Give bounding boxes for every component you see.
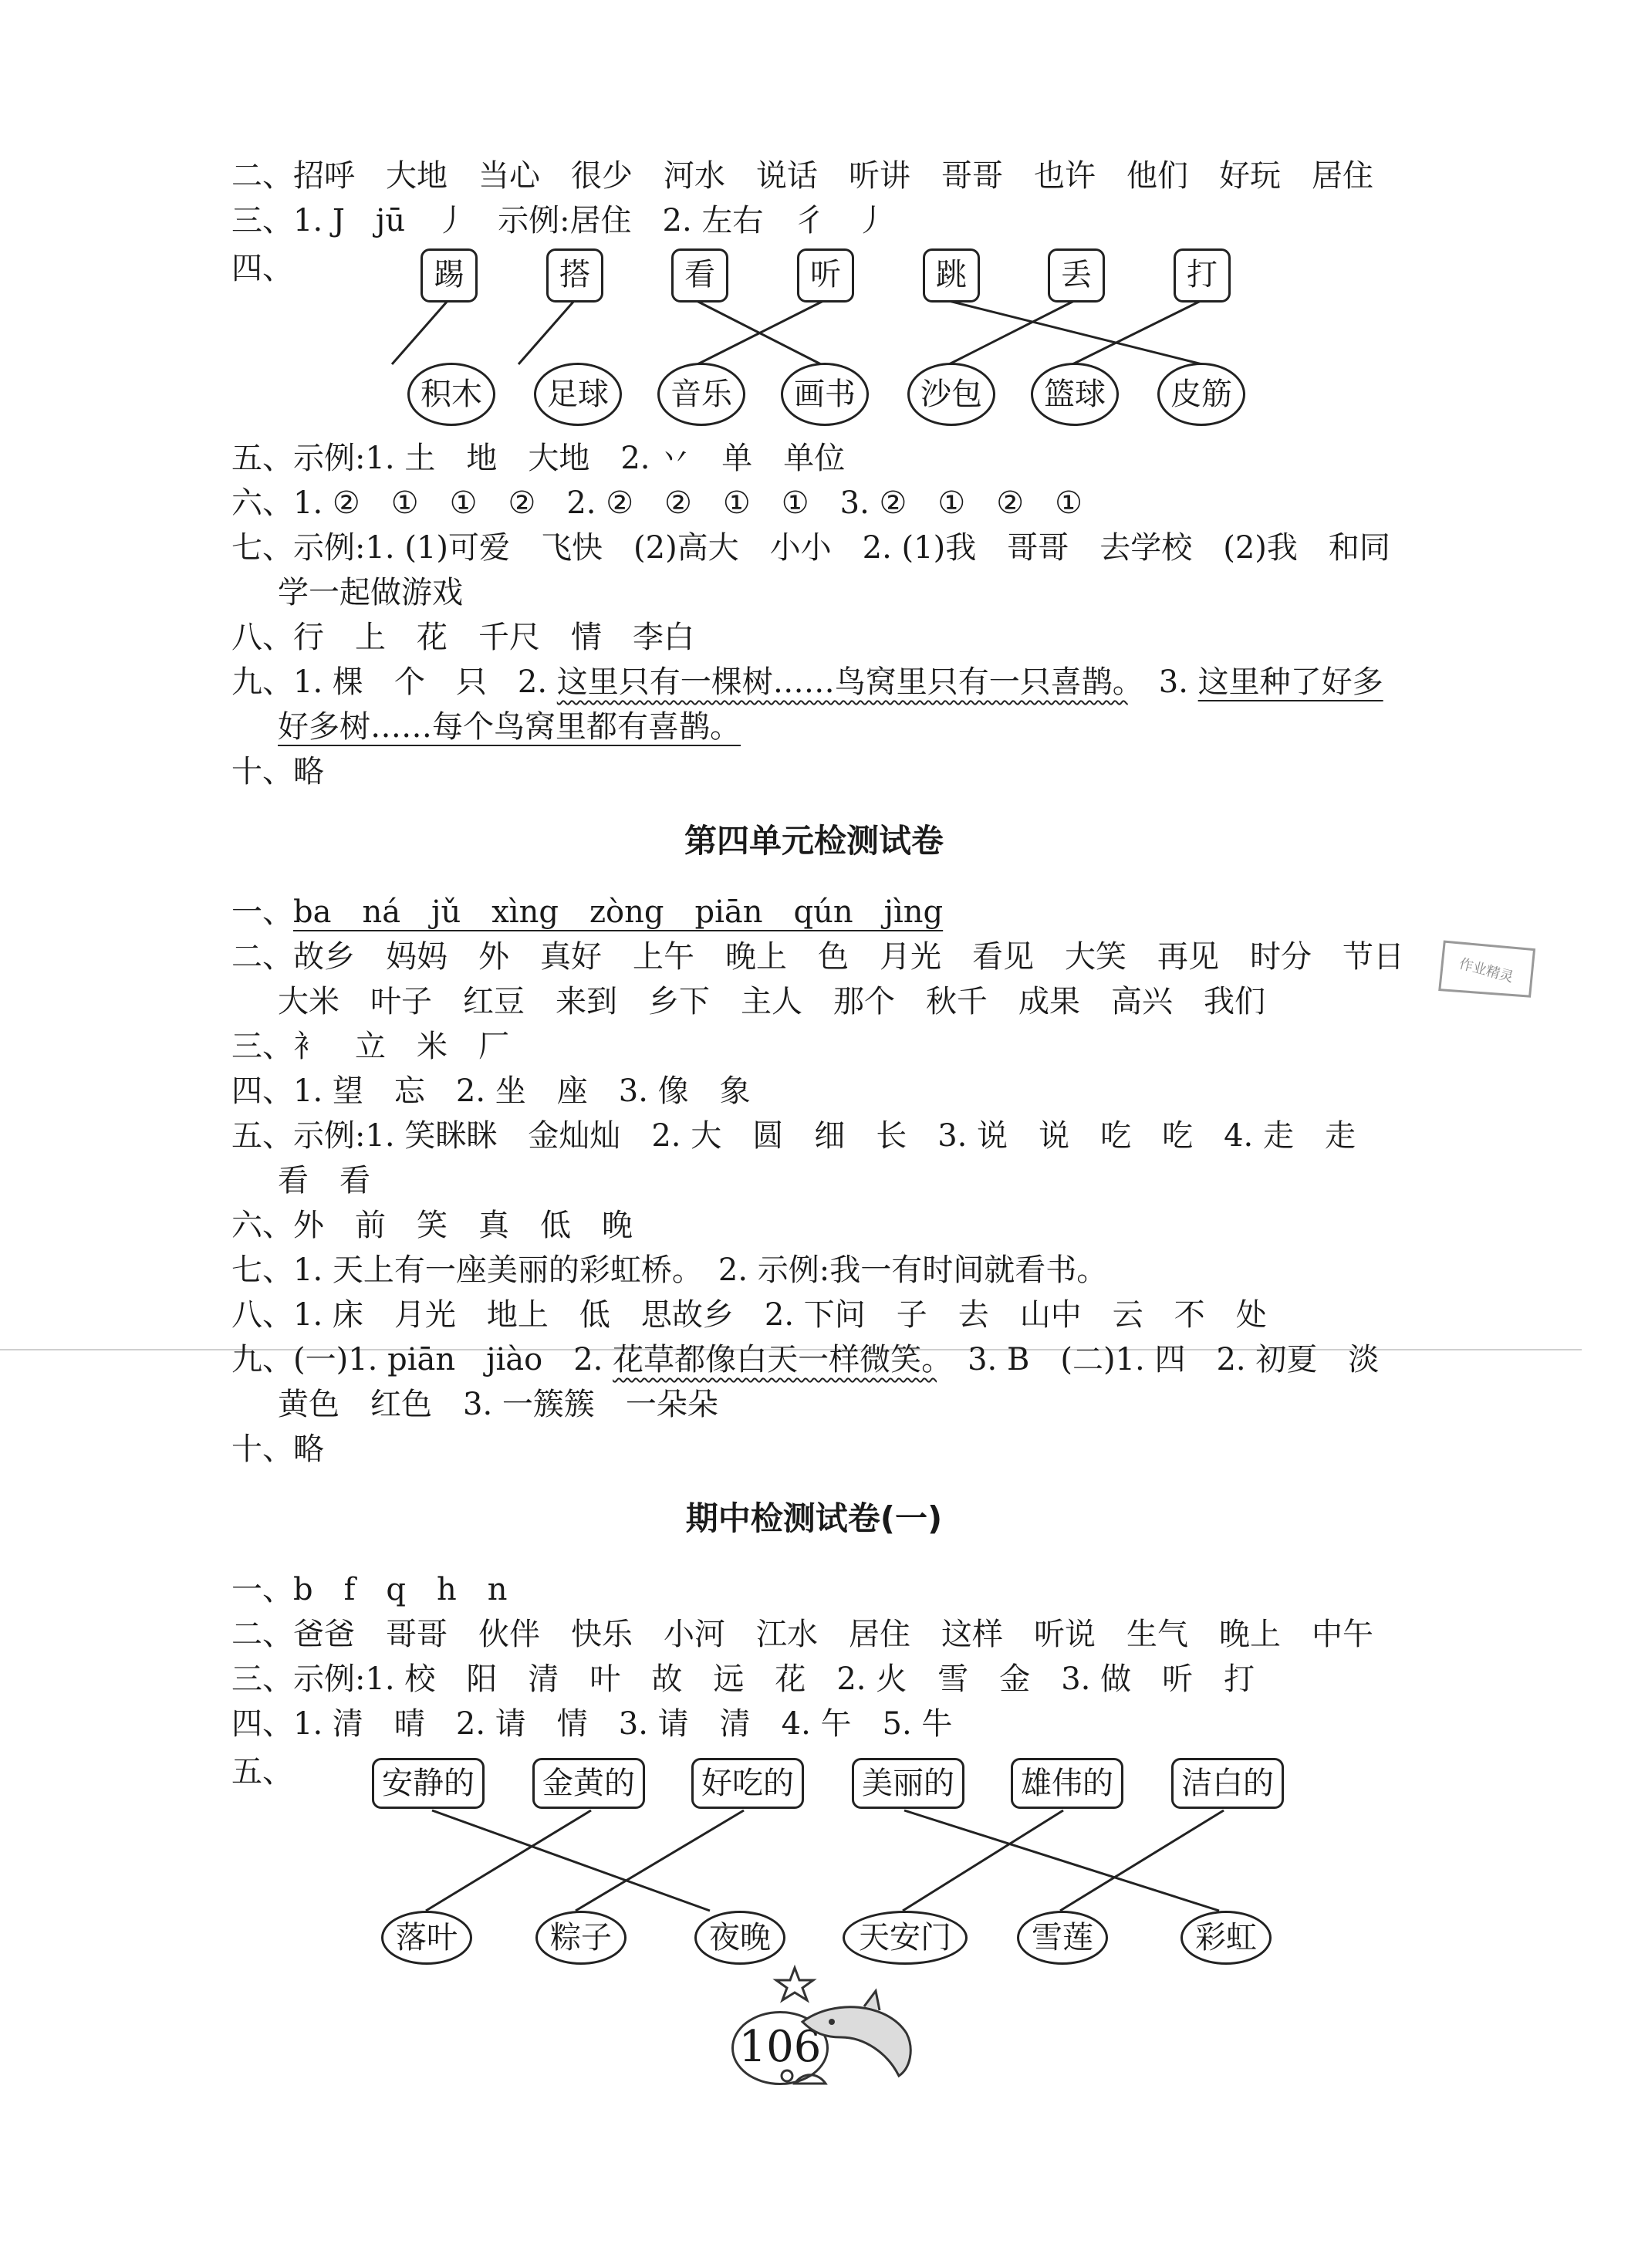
mid-line-1-text: b f q h n [293, 1572, 508, 1607]
match-top-box: 看 [671, 248, 728, 303]
match-top-box: 丢 [1048, 248, 1105, 303]
match-top-box: 美丽的 [852, 1758, 964, 1809]
u4-line-3-text: 衤 立 米 厂 [293, 1029, 509, 1064]
mid-line-3-label: 三、 [231, 1661, 293, 1697]
match-top-box: 搭 [546, 248, 603, 303]
match-line [904, 1810, 1219, 1911]
u4-line-9-label: 九、 [231, 1342, 293, 1377]
match-bottom-oval: 音乐 [657, 363, 745, 426]
u3-line-5-label: 五、 [231, 441, 293, 476]
match-bottom-oval: 画书 [781, 363, 869, 426]
match-line [426, 1810, 591, 1911]
u4-line-7-text: 1. 天上有一座美丽的彩虹桥。 2. 示例:我一有时间就看书。 [293, 1252, 1108, 1288]
u3-line-9-pre: 1. 棵 个 只 2. [293, 664, 557, 700]
match-top-box: 洁白的 [1171, 1758, 1284, 1809]
u3-line-7-label: 七、 [231, 530, 293, 566]
match-line [1060, 1810, 1224, 1911]
unit4-title: 第四单元检测试卷 [684, 822, 944, 860]
u4-line-1-text: ba ná jǔ xìng zòng piān qún jìng [293, 894, 944, 930]
mid-line-1-label: 一、 [231, 1572, 293, 1607]
u3-line-8-label: 八、 [231, 620, 293, 655]
u4-line-5-cont: 看 看 [278, 1163, 370, 1198]
match-bottom-oval: 落叶 [381, 1911, 472, 1965]
u3-line-2-label: 二、 [231, 158, 293, 194]
u4-line-10-label: 十、 [231, 1431, 293, 1467]
u4-line-4-text: 1. 望 忘 2. 坐 座 3. 像 象 [293, 1073, 751, 1109]
mid-line-5-label: 五、 [231, 1754, 293, 1790]
u4-line-3-label: 三、 [231, 1029, 293, 1064]
u4-line-7-label: 七、 [231, 1252, 293, 1288]
match-bottom-oval: 雪莲 [1017, 1911, 1108, 1965]
match-top-box: 听 [797, 248, 854, 303]
mid-line-2-text: 爸爸 哥哥 伙伴 快乐 小河 江水 居住 这样 听说 生气 晚上 中午 [293, 1617, 1373, 1652]
u3-line-3-label: 三、 [231, 203, 293, 238]
match-bottom-oval: 粽子 [535, 1911, 627, 1965]
match-top-box: 雄伟的 [1011, 1758, 1123, 1809]
match-line [903, 1810, 1063, 1911]
u3-line-4-label: 四、 [231, 251, 293, 286]
u4-line-10-text: 略 [293, 1431, 324, 1467]
u3-line-7-text: 示例:1. (1)可爱 飞快 (2)高大 小小 2. (1)我 哥哥 去学校 (2)我 和同 [293, 530, 1390, 566]
shell-icon [795, 2075, 826, 2084]
u3-line-6-label: 六、 [231, 485, 293, 521]
match-top-box: 安静的 [372, 1758, 485, 1809]
u4-line-2-label: 二、 [231, 939, 293, 975]
match-line [576, 1810, 744, 1911]
midterm-title: 期中检测试卷(一) [685, 1499, 943, 1537]
mid-line-4-text: 1. 清 晴 2. 请 情 3. 请 清 4. 午 5. 牛 [293, 1706, 953, 1742]
u3-line-10-text: 略 [293, 754, 324, 789]
u4-line-6-label: 六、 [231, 1208, 293, 1243]
u3-line-9-label: 九、 [231, 664, 293, 700]
u4-line-9-pre: (一)1. piān jiào 2. [293, 1342, 613, 1377]
u3-line-2-text: 招呼 大地 当心 很少 河水 说话 听讲 哥哥 也许 他们 好玩 居住 [293, 158, 1373, 194]
u4-line-4-label: 四、 [231, 1073, 293, 1109]
u4-line-1-label: 一、 [231, 894, 293, 930]
u4-line-9-cont: 黄色 红色 3. 一簇簇 一朵朵 [278, 1387, 718, 1422]
u4-line-2-cont: 大米 叶子 红豆 来到 乡下 主人 那个 秋千 成果 高兴 我们 [278, 984, 1265, 1019]
match-bottom-oval: 夜晚 [694, 1911, 785, 1965]
page-number: 106 [731, 2011, 829, 2085]
u3-line-9-mid: 3. [1127, 664, 1198, 700]
match-top-box: 金黄的 [532, 1758, 645, 1809]
match-bottom-oval: 篮球 [1031, 363, 1119, 426]
match-top-box: 好吃的 [691, 1758, 804, 1809]
u3-line-3-text: 1. J jū 丿 示例:居住 2. 左右 彳 丿 [293, 203, 887, 238]
u4-line-6-text: 外 前 笑 真 低 晚 [293, 1208, 633, 1243]
u4-line-8-text: 1. 床 月光 地上 低 思故乡 2. 下问 子 去 山中 云 不 处 [293, 1297, 1267, 1333]
stamp-text: 作业精灵 [1457, 955, 1515, 986]
u3-line-10-label: 十、 [231, 754, 293, 789]
match-line [432, 1810, 710, 1911]
dolphin-icon [772, 1960, 941, 2099]
u4-line-9-post: 3. B (二)1. 四 2. 初夏 淡 [937, 1342, 1380, 1377]
u3-line-9-underlined-answer-cont: 好多树……每个鸟窝里都有喜鹊。 [278, 709, 741, 745]
mid-line-4-label: 四、 [231, 1706, 293, 1742]
match-top-box: 跳 [923, 248, 980, 303]
u3-line-6-text: 1. ② ① ① ② 2. ② ② ① ① 3. ② ① ② ① [293, 485, 1083, 521]
star-icon [776, 1968, 813, 2000]
match-bottom-oval: 沙包 [907, 363, 995, 426]
match-top-box: 踢 [421, 248, 478, 303]
u4-line-9-wavy-answer: 花草都像白天一样微笑。 [613, 1342, 937, 1377]
u4-line-8-label: 八、 [231, 1297, 293, 1333]
u3-line-9-wavy-answer: 这里只有一棵树……鸟窝里只有一只喜鹊。 [556, 664, 1128, 700]
u3-line-8-text: 行 上 花 千尺 情 李白 [293, 620, 694, 655]
u4-line-2-text: 故乡 妈妈 外 真好 上午 晚上 色 月光 看见 大笑 再见 时分 节日 [293, 939, 1404, 975]
u3-line-9-underlined-answer: 这里种了好多 [1197, 664, 1383, 700]
mid-line-3-text: 示例:1. 校 阳 清 叶 故 远 花 2. 火 雪 金 3. 做 听 打 [293, 1661, 1255, 1697]
mid-line-2-label: 二、 [231, 1617, 293, 1652]
match-bottom-oval: 彩虹 [1180, 1911, 1272, 1965]
u3-line-7-cont: 学一起做游戏 [278, 575, 463, 610]
match-top-box: 打 [1174, 248, 1231, 303]
u3-line-5-text: 示例:1. 土 地 大地 2. 丷 单 单位 [293, 441, 846, 476]
match-bottom-oval: 皮筋 [1157, 363, 1245, 426]
match-bottom-oval: 天安门 [843, 1911, 968, 1965]
u4-line-5-label: 五、 [231, 1118, 293, 1154]
u4-line-5-text: 示例:1. 笑眯眯 金灿灿 2. 大 圆 细 长 3. 说 说 吃 吃 4. 走 走 [293, 1118, 1356, 1154]
match-bottom-oval: 足球 [534, 363, 622, 426]
match-bottom-oval: 积木 [407, 363, 495, 426]
